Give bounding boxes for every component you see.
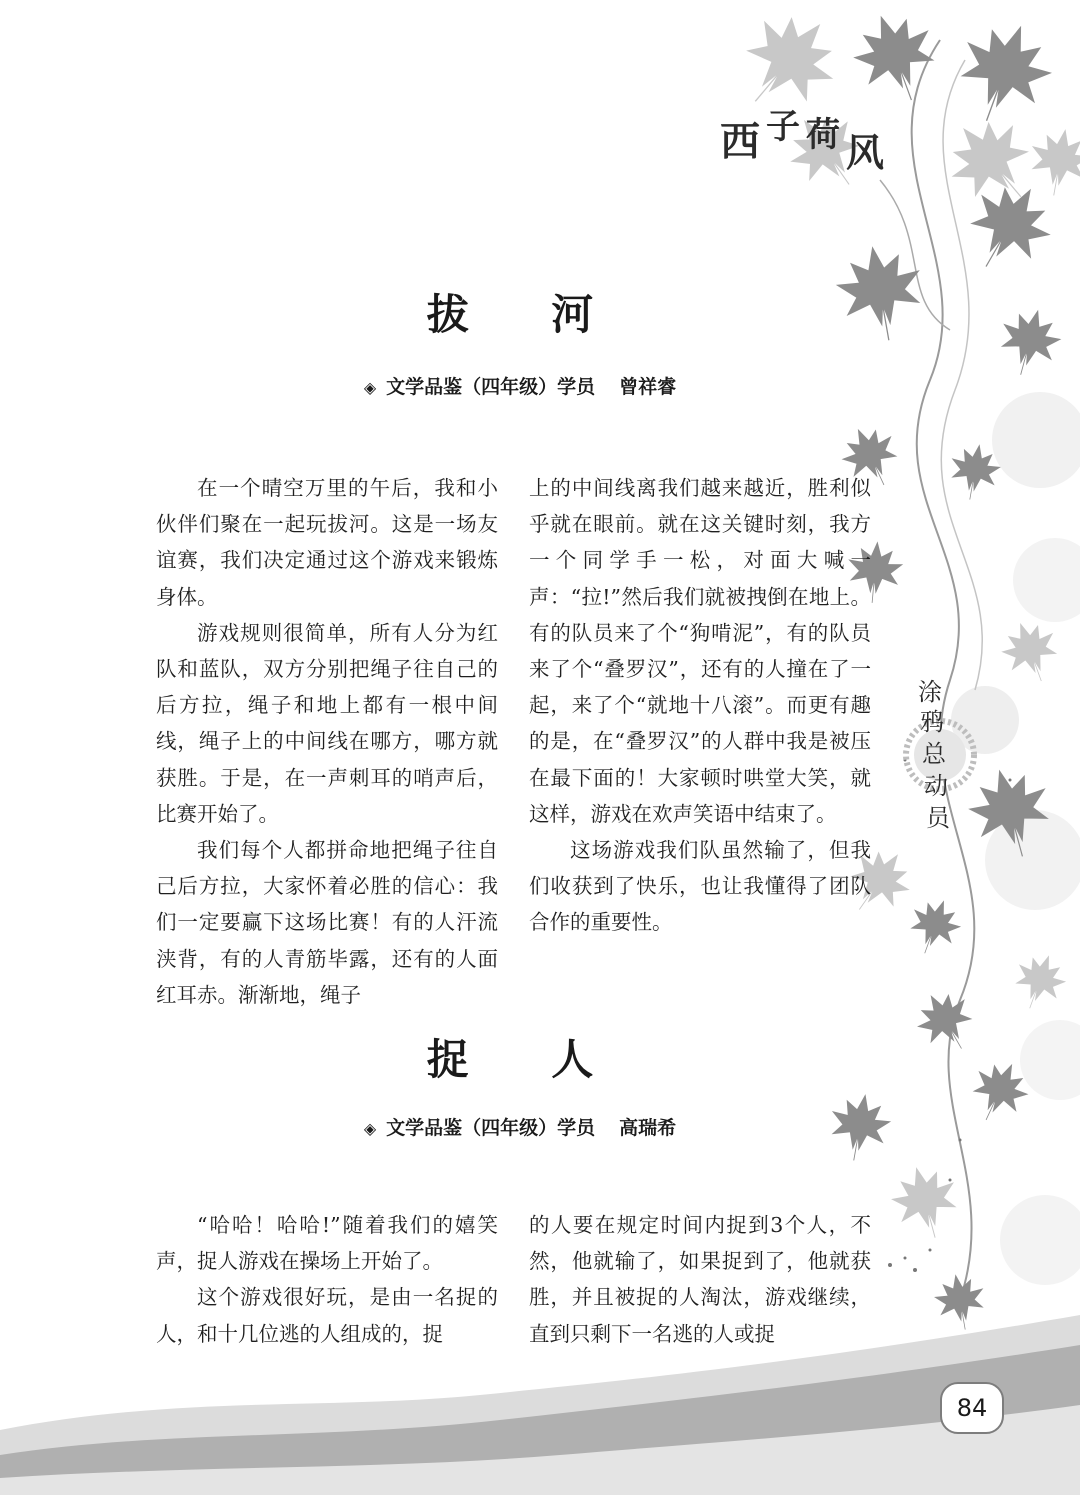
diamond-marker-icon: ◈ [363,378,377,397]
side-label-char: 总 [922,740,946,768]
section-logo-char: 风 [846,131,885,175]
paragraph: 游戏规则很简单，所有人分为红队和蓝队，双方分别把绳子往自己的后方拉，绳子和地上都有一根中间线，绳子上的中间线在哪方，哪方就获胜。于是，在一声刺耳的哨声后，比赛开始了。 [156,620,498,826]
author-affiliation: 文学品鉴（四年级）学员 [386,1117,596,1139]
side-label-char: 员 [926,804,950,832]
paragraph: 在一个晴空万里的午后，我和小伙伴们聚在一起玩拔河。这是一场友谊赛，我们决定通过这个游戏来锻炼身体。 [156,476,498,609]
paragraph: “哈哈！哈哈!”随着我们的嬉笑声，捉人游戏在操场上开始了。 [156,1213,498,1274]
article-right-column [529,470,871,941]
article-title: 拔 河 [426,290,628,339]
section-logo-char: 西 [720,119,760,165]
paragraph: 上的中间线离我们越来越近，胜利似乎就在眼前。就在这关键时刻，我方一个同学手一松，对面大喊一声：“拉!”然后我们就被拽倒在地上。有的队员来了个“狗啃泥”，有的队员来了个“叠罗汉”，还有的人撞在了一起，来了个“就地十八滚”。而更有趣的是，在“叠罗汉”的人群中我是被压在最下面的！大家顿时哄堂大笑，就这样，游戏在欢声笑语中结束了。 [529,476,871,826]
article-right-column [529,1207,871,1352]
article-left-column [156,1207,498,1352]
paragraph: 的人要在规定时间内捉到3个人，不然，他就输了，如果捉到了，他就获胜，并且被捉的人淘汰，游戏继续，直到只剩下一名逃的人或捉 [529,1213,871,1346]
article-left-column [156,470,498,1013]
page-number: 84 [940,1382,1004,1434]
side-label-char: 鸦 [920,708,944,736]
article-title: 捉 人 [426,1035,628,1084]
paragraph: 这个游戏很好玩，是由一名捉的人，和十几位逃的人组成的，捉 [156,1285,498,1346]
author-name: 曾祥睿 [619,376,677,398]
article-byline [200,1113,840,1140]
article-byline [200,372,840,399]
paragraph: 我们每个人都拼命地把绳子往自己后方拉，大家怀着必胜的信心：我们一定要赢下这场比赛！有的人汗流浃背，有的人青筋毕露，还有的人面红耳赤。渐渐地，绳子 [156,838,498,1007]
diamond-marker-icon: ◈ [363,1119,377,1138]
side-label-char: 涂 [918,678,942,706]
paragraph: 这场游戏我们队虽然输了，但我们收获到了快乐，也让我懂得了团队合作的重要性。 [529,838,871,935]
side-column-label [910,680,970,830]
side-label-char: 动 [924,772,948,800]
section-logo-char: 荷 [806,115,840,155]
section-logo [716,107,896,180]
author-name: 高瑞希 [619,1117,677,1139]
section-logo-char: 子 [766,107,800,147]
author-affiliation: 文学品鉴（四年级）学员 [386,376,596,398]
